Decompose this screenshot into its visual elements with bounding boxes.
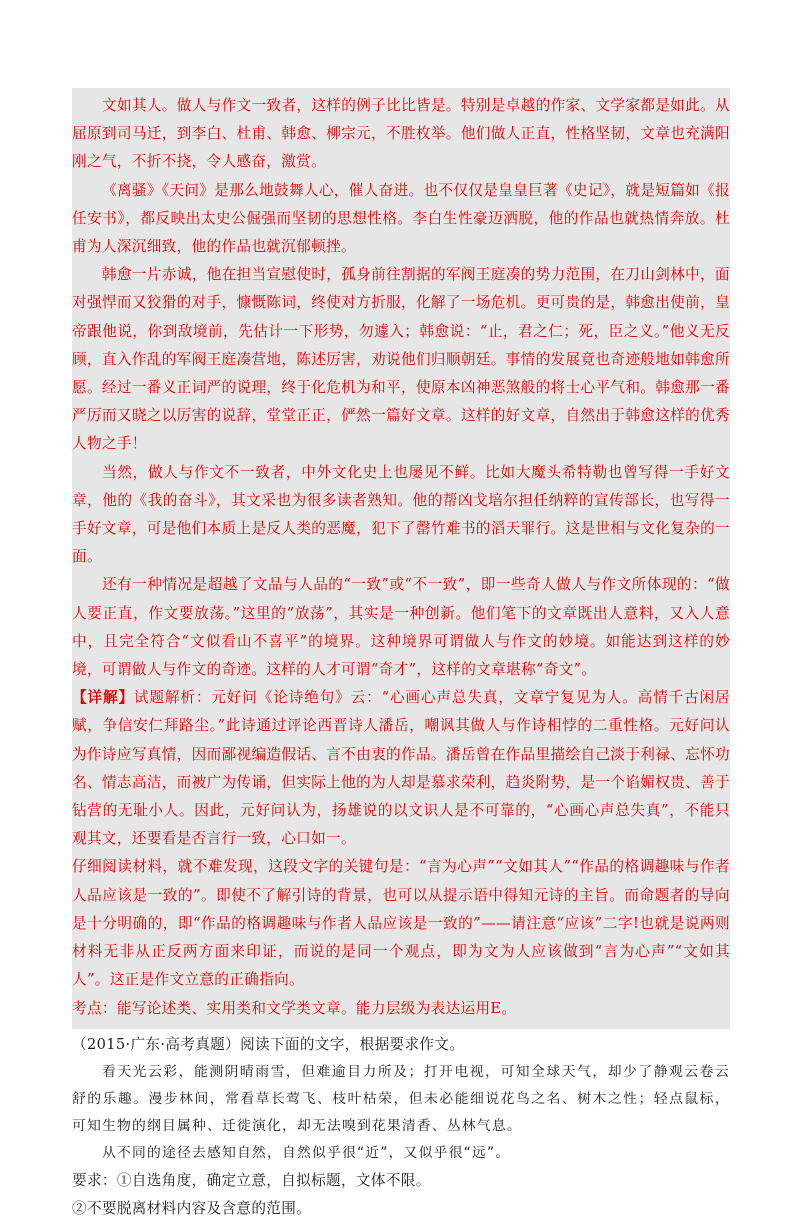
essay-paragraph-2: 《离骚》《天问》是那么地鼓舞人心，催人奋进。也不仅仅是皇皇巨著《史记》，就是短篇如《报任安书》，都反映出太史公倔强而坚韧的思想性格。李白生性豪迈洒脱，他的作品也就热情奔放。杜甫为人深沉细致，他的作品也就沉郁顿挫。 [72, 181, 730, 256]
essay-paragraph-5: 还有一种情况是超越了文品与人品的“一致”或“不一致”，即一些奇人做人与作文所体现的：“做人要正直，作文要放荡。”这里的“放荡”，其实是一种创新。他们笔下的文章既出人意料，又入人意中，且完全符合“文似看山不喜平”的境界。这种境界可谓做人与作文的妙境。如能达到这样的妙境，可谓做人与作文的奇迹。这样的人才可谓“奇才”，这样的文章堪称“奇文”。 [72, 576, 730, 679]
detail-tag: 【详解】 [72, 689, 134, 707]
detail-paragraph [72, 684, 730, 853]
material-paragraph-2: 从不同的途径去感知自然，自然似乎很“近”，又似乎很“远”。 [102, 1144, 511, 1161]
essay-paragraph-1: 文如其人。做人与作文一致者，这样的例子比比皆是。特别是卓越的作家、文学家都是如此。从屈原到司马迁，到李白、杜甫、韩愈、柳宗元，不胜枚举。他们做人正直，性格坚韧，文章也充满阳刚之气，不折不挠，令人感奋，激赏。 [72, 97, 730, 171]
question-block [72, 1031, 730, 1223]
detail-text: 试题解析：元好问《论诗绝句》云：“心画心声总失真，文章宁复见为人。高情千古闲居赋，争信安仁拜路尘。”此诗通过评论西晋诗人潘岳，嘲讽其做人与作诗相悖的二重性格。元好问认为作诗应写真情，因而鄙视编造假话、言不由衷的作品。潘岳曾在作品里描绘自己淡于利禄、忘怀功名、情志高洁，而被广为传诵，但实际上他的为人却是慕求荣利，趋炎附势，是一个谄媚权贵、善于钻营的无耻小人。因此，元好问认为，扬雄说的以文识人是不可靠的，“心画心声总失真”，不能只观其文，还要看是否言行一致，心口如一。 [72, 689, 730, 848]
page-content [72, 88, 730, 1223]
answer-block [72, 88, 730, 1029]
essay-paragraph-3: 韩愈一片赤诚，他在担当宣慰使时，孤身前往割据的军阀王庭凑的势力范围，在刀山剑林中，面对强悍而又狡猾的对手，慷慨陈词，终使对方折服，化解了一场危机。更可贵的是，韩愈出使前，皇帝跟他说，你到敌境前，先估计一下形势，勿遽入；韩愈说：“止，君之仁；死，臣之义。”他义无反顾，直入作乱的军阀王庭凑营地，陈述厉害，劝说他们归顺朝廷。事情的发展竟也奇迹般地如韩愈所愿。经过一番义正词严的说理，终于化危机为和平，使原本凶神恶煞般的将士心平气和。韩愈那一番严厉而又晓之以厉害的说辞，堂堂正正，俨然一篇好文章。这样的好文章，自然出于韩愈这样的优秀人物之手！ [72, 266, 730, 453]
material-paragraph-1: 看天光云彩，能测阴晴雨雪，但难逾目力所及；打开电视，可知全球天气，却少了静观云卷云舒的乐趣。漫步林间，常看草长莺飞、枝叶枯荣，但未必能细说花鸟之名、树木之性；轻点鼠标，可知生物的纲目属种、迁徙演化，却无法嗅到花果清香、丛林气息。 [72, 1063, 730, 1134]
kaodian-line: 考点：能写论述类、实用类和文学类文章。能力层级为表达运用E。 [72, 999, 517, 1017]
requirement-2: ②不要脱离材料内容及含意的范围。 [72, 1200, 312, 1218]
requirement-1: 要求：①自选角度，确定立意，自拟标题，文体不限。 [72, 1171, 431, 1189]
question-intro: （2015·广东·高考真题）阅读下面的文字，根据要求作文。 [72, 1035, 465, 1053]
analysis-paragraph: 仔细阅读材料，就不难发现，这段文字的关键句是：“言为心声”“文如其人”“作品的格调趣味与作者人品应该是一致的”。即使不了解引诗的背景，也可以从提示语中得知元诗的主旨。而命题者的导向是十分明确的，即“作品的格调趣味与作者人品应该是一致的”——请注意“应该”二字!也就是说两则材料无非从正反两方面来印证，而说的是同一个观点，即为文为人应该做到“言为心声”“文如其人”。这正是作文立意的正确指向。 [72, 858, 730, 989]
essay-paragraph-4: 当然，做人与作文不一致者，中外文化史上也屡见不鲜。比如大魔头希特勒也曾写得一手好文章，他的《我的奋斗》，其文采也为很多读者熟知。他的帮凶戈培尔担任纳粹的宣传部长，也写得一手好文章，可是他们本质上是反人类的恶魔，犯下了罄竹难书的滔天罪行。这是世相与文化复杂的一面。 [72, 463, 730, 566]
